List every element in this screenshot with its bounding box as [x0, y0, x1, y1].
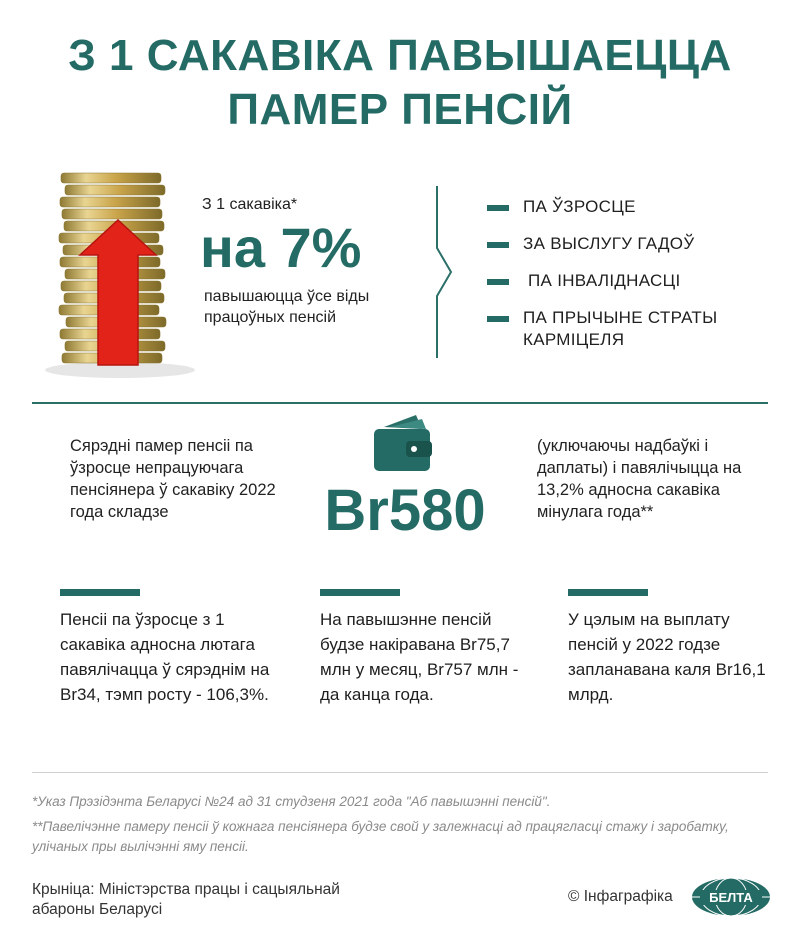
page-title-line2: ПАМЕР ПЕНСІЙ: [227, 85, 573, 134]
wallet-icon: [370, 413, 436, 475]
column-bar: [60, 589, 140, 596]
section-divider: [32, 402, 768, 404]
footnote-1: *Указ Прэзідэнта Беларусі №24 ад 31 студзеня 2021 года "Аб павышэнні пенсій".: [32, 794, 551, 809]
column-text-1: Пенсіі па ўзросце з 1 сакавіка адносна лютага павялічацца ў сярэднім на Br34, тэмп росту - 106,3%.: [60, 610, 270, 704]
coins-arrow-icon: [40, 165, 200, 380]
footnote-2: **Павелічэнне памеру пенсіі ў кожнага пенсіянера будзе свой у залежнасці ад працягласці стажу і заробатку, улічаных пры вылічэнні яму пенсіі.: [32, 819, 729, 854]
list-item: ПА ІНВАЛІДНАСЦІ: [487, 270, 787, 292]
intro-description: павышаюцца ўсе віды працоўных пенсій: [204, 288, 370, 326]
column-text-3: У цэлым на выплату пенсій у 2022 годзе запланавана каля Br16,1 млрд.: [568, 610, 766, 704]
dash-icon: [487, 316, 509, 322]
logo-text: БЕЛТА: [709, 890, 753, 905]
list-item: ЗА ВЫСЛУГУ ГАДОЎ: [487, 233, 787, 255]
average-right-text: (уключаючы надбаўкі і даплаты) і павялічыцца на 13,2% адносна сакавіка мінулага года**: [537, 437, 742, 521]
intro-percent: на 7%: [200, 216, 362, 279]
column-bar: [568, 589, 648, 596]
page-title-line1: З 1 САКАВІКА ПАВЫШАЕЦЦА: [68, 31, 732, 80]
coin: [62, 209, 162, 219]
coin: [61, 173, 161, 183]
source-text: Крыніца: Міністэрства працы і сацыяльнай абароны Беларусі: [32, 881, 340, 918]
belta-logo-icon: [690, 876, 772, 918]
pension-types-list: [487, 196, 787, 366]
dash-icon: [487, 279, 509, 285]
column-bar: [320, 589, 400, 596]
dash-icon: [487, 205, 509, 211]
average-left-text: Сярэдні памер пенсіі па ўзросце непрацуючага пенсіянера ў сакавіку 2022 года складзе: [70, 437, 276, 521]
intro-date: З 1 сакавіка*: [202, 196, 298, 213]
divider-chevron-icon: [432, 186, 456, 358]
list-item: ПА ЎЗРОСЦЕ: [487, 196, 787, 218]
credit-text: © Інфаграфіка: [568, 888, 673, 905]
average-amount: Br580: [324, 478, 486, 543]
column-text-2: На павышэнне пенсій будзе накіравана Br75,7 млн у месяц, Br757 млн - да канца года.: [320, 610, 519, 704]
list-item: ПА ПРЫЧЫНЕ СТРАТЫ КАРМІЦЕЛЯ: [487, 307, 787, 351]
dash-icon: [487, 242, 509, 248]
footnote-divider: [32, 772, 768, 773]
coin: [65, 185, 165, 195]
coin: [60, 197, 160, 207]
